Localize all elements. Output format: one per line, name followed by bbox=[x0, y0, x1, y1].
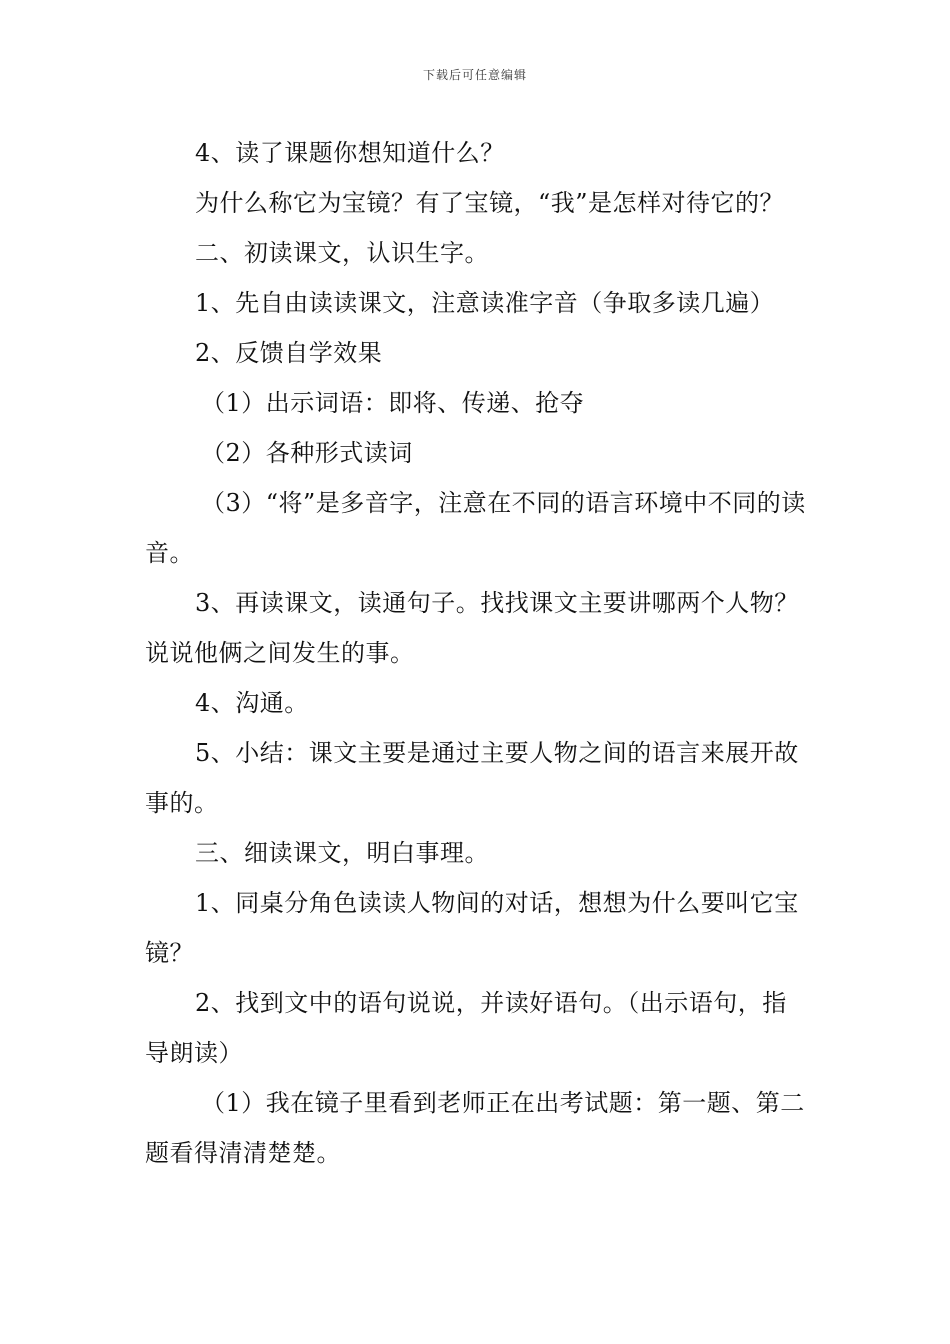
paragraph: （1）我在镜子里看到老师正在出考试题：第一题、第二题看得清清楚楚。 bbox=[145, 1089, 805, 1167]
paragraph: （3）“将”是多音字，注意在不同的语言环境中不同的读音。 bbox=[145, 489, 806, 567]
paragraph: 4、沟通。 bbox=[195, 689, 309, 717]
paragraph: （2）各种形式读词 bbox=[201, 439, 413, 467]
paragraph: 5、小结：课文主要是通过主要人物之间的语言来展开故事的。 bbox=[145, 739, 799, 817]
document-body bbox=[145, 128, 807, 1178]
paragraph: 三、细读课文，明白事理。 bbox=[195, 839, 489, 867]
paragraph: 4、读了课题你想知道什么？ bbox=[195, 139, 505, 167]
paragraph: 2、找到文中的语句说说，并读好语句。（出示语句，指导朗读） bbox=[145, 989, 787, 1067]
paragraph: 为什么称它为宝镜？有了宝镜，“我”是怎样对待它的？ bbox=[195, 189, 785, 217]
paragraph: 1、先自由读读课文，注意读准字音（争取多读几遍） bbox=[195, 289, 775, 317]
paragraph: 二、初读课文，认识生字。 bbox=[195, 239, 489, 267]
paragraph: 1、同桌分角色读读人物间的对话，想想为什么要叫它宝镜？ bbox=[145, 889, 799, 967]
paragraph: （1）出示词语：即将、传递、抢夺 bbox=[201, 389, 585, 417]
paragraph: 2、反馈自学效果 bbox=[195, 339, 383, 367]
paragraph: 3、再读课文，读通句子。找找课文主要讲哪两个人物？说说他俩之间发生的事。 bbox=[145, 589, 799, 667]
header-note: 下载后可任意编辑 bbox=[422, 68, 527, 82]
